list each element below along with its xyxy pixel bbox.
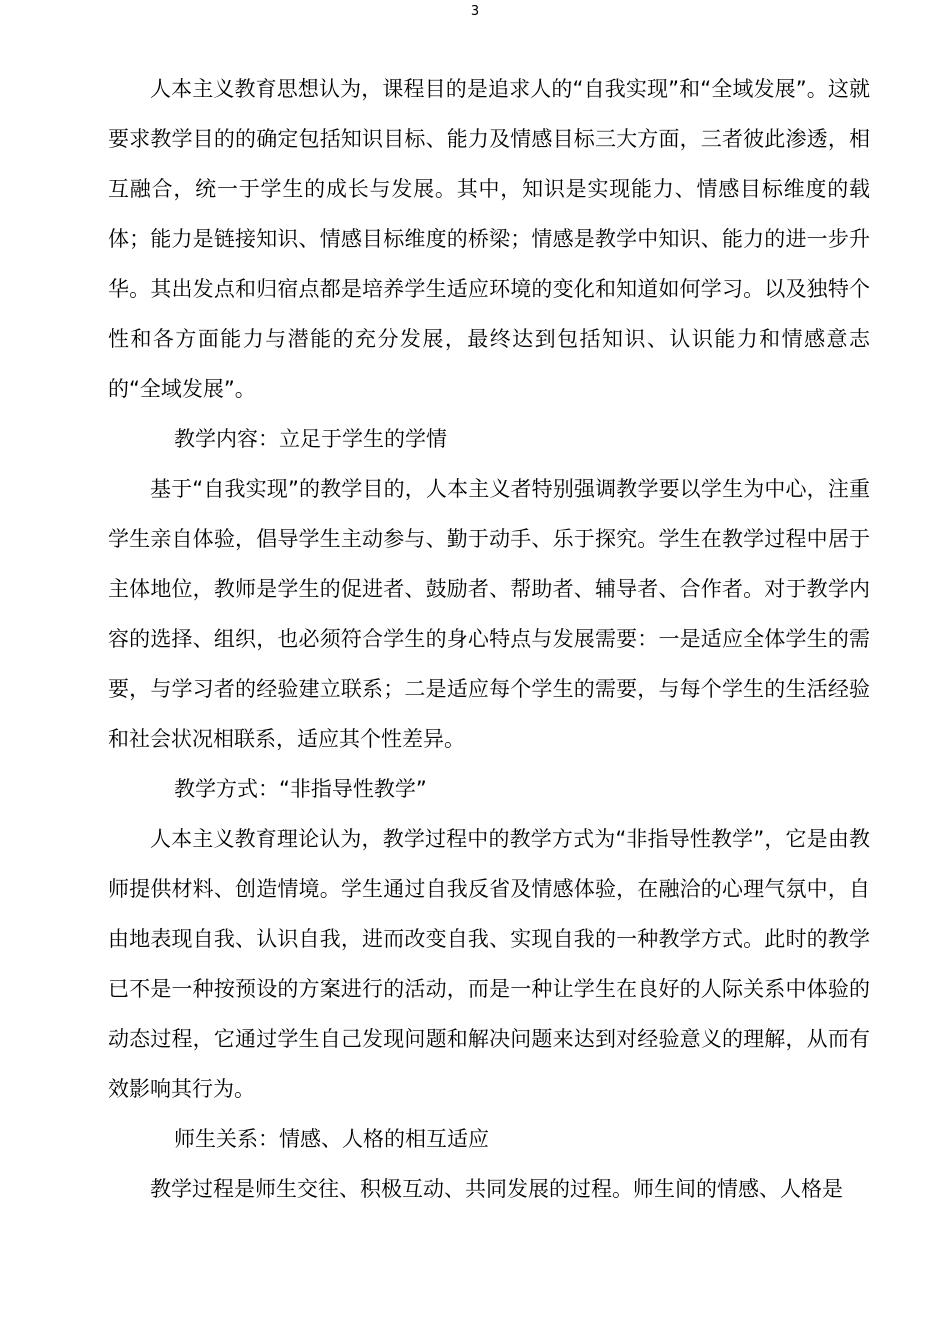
heading-teaching-content: 教学内容：立足于学生的学情 xyxy=(174,427,447,451)
paragraph-teacher-student-relation: 教学过程是师生交往、积极互动、共同发展的过程。师生间的情感、人格是 xyxy=(150,1177,843,1201)
paragraph-teaching-content: 基于“自我实现”的教学目的，人本主义者特别强调教学要以学生为中心，注重学生亲自体验，倡导学生主动参与、勤于动手、乐于探究。学生在教学过程中居于主体地位，教师是学生的促进者、鼓励者、帮助者、辅导者、合作者。对于教学内容的选择、组织，也必须符合学生的身心特点与发展需要：一是适应全体学生的需要，与学习者的经验建立联系；二是适应每个学生的需要，与每个学生的生活经验和社会状况相联系，适应其个性差异。 xyxy=(108,477,870,751)
paragraph-curriculum-goals: 人本主义教育思想认为，课程目的是追求人的“自我实现”和“全域发展”。这就要求教学目的的确定包括知识目标、能力及情感目标三大方面，三者彼此渗透，相互融合，统一于学生的成长与发展。其中，知识是实现能力、情感目标维度的载体；能力是链接知识、情感目标维度的桥梁；情感是教学中知识、能力的进一步升华。其出发点和归宿点都是培养学生适应环境的变化和知道如何学习。以及独特个性和各方面能力与潜能的充分发展，最终达到包括知识、认识能力和情感意志的“全域发展”。 xyxy=(108,77,870,401)
heading-teaching-method: 教学方式：“非指导性教学” xyxy=(174,777,427,801)
paragraph-teaching-method: 人本主义教育理论认为，教学过程中的教学方式为“非指导性教学”，它是由教师提供材料、创造情境。学生通过自我反省及情感体验，在融洽的心理气氛中，自由地表现自我、认识自我，进而改变自我、实现自我的一种教学方式。此时的教学已不是一种按预设的方案进行的活动，而是一种让学生在良好的人际关系中体验的动态过程，它通过学生自己发现问题和解决问题来达到对经验意义的理解，从而有效影响其行为。 xyxy=(108,827,870,1101)
page-number: 3 xyxy=(470,4,480,19)
heading-teacher-student-relation: 师生关系：情感、人格的相互适应 xyxy=(174,1127,489,1151)
document-body xyxy=(108,64,870,1214)
